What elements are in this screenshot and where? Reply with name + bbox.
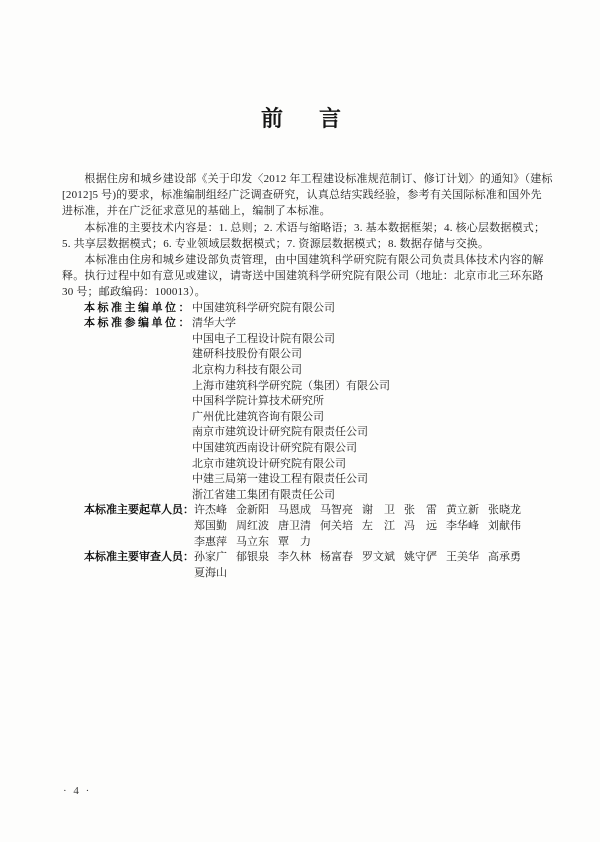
person-name: 冯 远 xyxy=(404,519,437,532)
person-name: 姚守俨 xyxy=(404,551,437,564)
text-line: 本标准由住房和城乡建设部负责管理，由中国建筑科学研究院有限公司负责具体技术内容的解 xyxy=(62,254,544,267)
page-number: · 4 · xyxy=(63,785,92,797)
drafters-row xyxy=(84,503,540,550)
document-body xyxy=(62,171,553,581)
unit-item: 浙江省建工集团有限责任公司 xyxy=(192,488,335,501)
person-name: 黄立新 xyxy=(446,504,479,517)
text-line: [2012]5 号)的要求，标准编制组经广泛调查研究，认真总结实践经验，参考有关国际标准和国外先 xyxy=(62,189,542,202)
title-char-1: 前 xyxy=(260,106,283,131)
person-name: 张 雷 xyxy=(404,504,437,517)
unit-item: 北京市建筑设计研究院有限公司 xyxy=(192,457,346,470)
paragraph-contents xyxy=(62,220,546,252)
person-name: 李华峰 xyxy=(446,519,479,532)
person-name: 马智亮 xyxy=(320,504,353,517)
drafters-names xyxy=(194,503,540,550)
person-name: 马立东 xyxy=(236,535,269,548)
text-line: 30 号；邮政编码：100013）。 xyxy=(62,286,206,299)
person-name: 何关培 xyxy=(320,519,353,532)
reviewers-label: 本标准主要审查人员： xyxy=(84,551,194,564)
text-line: 进标准，并在广泛征求意见的基础上，编制了本标准。 xyxy=(62,205,331,218)
unit-item: 南京市建筑设计研究院有限责任公司 xyxy=(192,426,368,439)
person-name: 李惠萍 xyxy=(194,535,227,548)
person-name: 高承勇 xyxy=(488,551,521,564)
person-name: 郑国勤 xyxy=(194,519,227,532)
reviewers-names-row-1 xyxy=(194,550,540,566)
person-name: 谢 卫 xyxy=(362,504,395,517)
unit-item: 建研科技股份有限公司 xyxy=(192,348,302,361)
unit-item: 清华大学 xyxy=(192,317,236,330)
unit-item: 中国建筑科学研究院有限公司 xyxy=(192,301,335,314)
text-line: 5. 共享层数据模式；6. 专业领域层数据模式；7. 资源层数据模式；8. 数据存储与交换。 xyxy=(62,237,490,250)
person-name: 郁银泉 xyxy=(236,551,269,564)
text-line: 本标准的主要技术内容是：1. 总则；2. 术语与缩略语；3. 基本数据框架；4. 核心层数据模式； xyxy=(62,221,546,234)
person-name: 罗文斌 xyxy=(362,551,395,564)
unit-item: 中建三局第一建设工程有限责任公司 xyxy=(192,473,368,486)
chief-unit-list xyxy=(192,301,540,317)
page-title xyxy=(62,104,540,134)
unit-item: 中国电子工程设计院有限公司 xyxy=(192,332,335,345)
unit-item: 广州优比建筑咨询有限公司 xyxy=(192,410,324,423)
drafters-names-row-1 xyxy=(194,503,540,519)
unit-item: 中国科学院计算技术研究所 xyxy=(192,395,324,408)
title-char-2: 言 xyxy=(319,106,342,131)
person-name: 唐卫清 xyxy=(278,519,311,532)
unit-item: 上海市建筑科学研究院（集团）有限公司 xyxy=(192,379,390,392)
unit-item: 北京构力科技有限公司 xyxy=(192,364,302,376)
reviewers-row xyxy=(84,550,540,581)
chief-unit-row xyxy=(84,301,540,317)
person-name: 马恩成 xyxy=(278,504,311,517)
person-name: 左 江 xyxy=(362,519,395,532)
person-name: 夏海山 xyxy=(194,566,227,579)
person-name: 覃 力 xyxy=(278,535,311,548)
participating-units-row xyxy=(84,316,540,503)
person-name: 金新阳 xyxy=(236,504,269,517)
participating-units-label: 本标准参编单位： xyxy=(84,317,192,330)
text-line: 根据住房和城乡建设部《关于印发〈2012 年工程建设标准规范制订、修订计划〉的通知》（建标 xyxy=(62,173,553,185)
drafters-names-row-3 xyxy=(194,535,540,551)
text-line: 释。执行过程中如有意见或建议，请寄送中国建筑科学研究院有限公司（地址：北京市北三环东路 xyxy=(62,270,544,283)
reviewers-names-row-2 xyxy=(194,566,540,582)
person-name: 张晓龙 xyxy=(488,504,521,517)
unit-item: 中国建筑西南设计研究院有限公司 xyxy=(192,441,357,454)
chief-unit-label: 本标准主编单位： xyxy=(84,301,192,314)
drafters-names-row-2 xyxy=(194,519,540,535)
reviewers-names xyxy=(194,550,540,581)
drafters-label: 本标准主要起草人员： xyxy=(84,504,194,517)
person-name: 李久林 xyxy=(278,551,311,564)
person-name: 刘献伟 xyxy=(488,519,521,532)
person-name: 杨富春 xyxy=(320,551,353,564)
person-name: 王美华 xyxy=(446,551,479,564)
participating-units-list xyxy=(192,316,540,503)
person-name: 周红波 xyxy=(236,519,269,532)
paragraph-basis xyxy=(62,171,553,220)
person-name: 孙家广 xyxy=(194,551,227,564)
person-name: 许杰峰 xyxy=(194,504,227,517)
paragraph-management xyxy=(62,252,544,301)
